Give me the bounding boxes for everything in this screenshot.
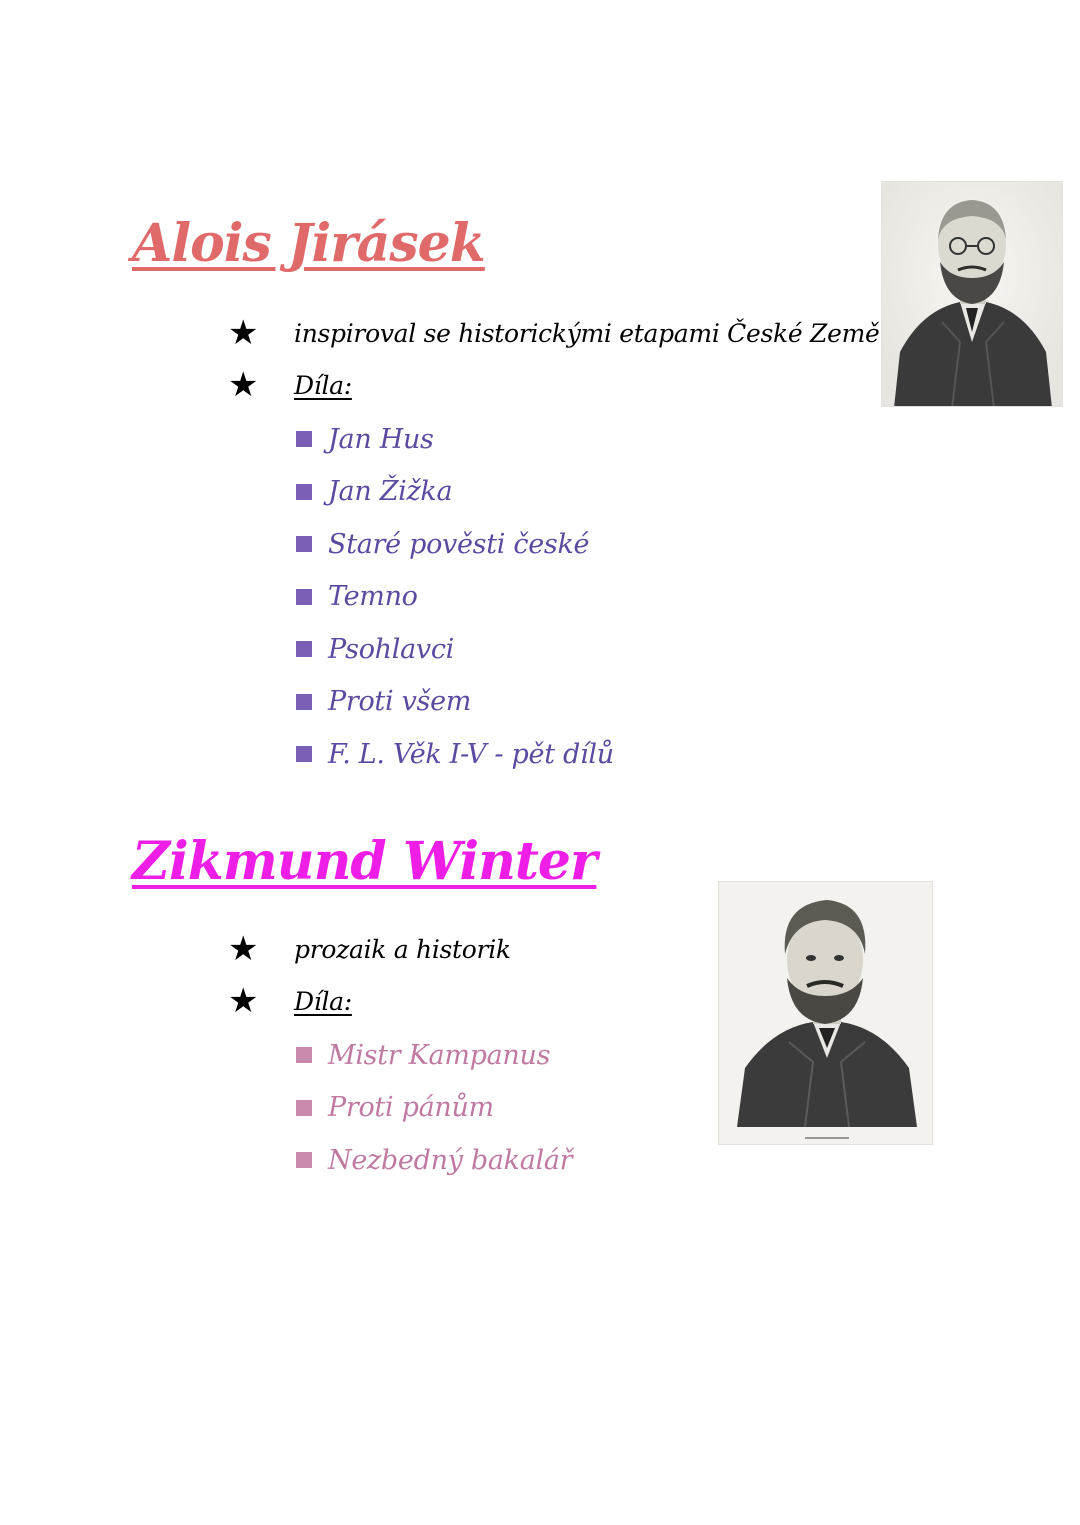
- fact-row: [228, 929, 511, 969]
- list-item: [296, 1134, 572, 1187]
- fact-text: inspiroval se historickými etapami České Země: [294, 318, 880, 348]
- list-item: [296, 571, 614, 624]
- square-bullet-icon: [296, 694, 312, 710]
- work-title: Mistr Kampanus: [328, 1039, 551, 1071]
- work-title: F. L. Věk I-V - pět dílů: [328, 738, 614, 770]
- list-item: [296, 728, 614, 781]
- square-bullet-icon: [296, 1100, 312, 1116]
- square-bullet-icon: [296, 536, 312, 552]
- portrait-engraving-icon: [882, 182, 1063, 407]
- work-title: Jan Hus: [328, 423, 434, 455]
- square-bullet-icon: [296, 1047, 312, 1063]
- section-title-winter: Zikmund Winter: [132, 831, 597, 892]
- portrait-engraving-icon: [719, 882, 933, 1145]
- works-heading: Díla:: [294, 370, 352, 400]
- square-bullet-icon: [296, 589, 312, 605]
- works-heading: Díla:: [294, 986, 352, 1016]
- list-item: [296, 413, 614, 466]
- star-icon: ★: [228, 929, 259, 969]
- square-bullet-icon: [296, 431, 312, 447]
- work-title: Temno: [328, 581, 418, 613]
- work-title: Psohlavci: [328, 633, 454, 665]
- list-item: [296, 518, 614, 571]
- square-bullet-icon: [296, 1152, 312, 1168]
- list-item: [296, 623, 614, 676]
- work-title: Proti všem: [328, 686, 472, 718]
- star-icon: ★: [228, 981, 259, 1021]
- works-list-winter: [296, 1029, 572, 1187]
- section-title-jirasek: Alois Jirásek: [132, 213, 485, 274]
- work-title: Nezbedný bakalář: [328, 1144, 573, 1176]
- work-title: Proti pánům: [328, 1092, 494, 1124]
- portrait-jirasek: [881, 181, 1063, 407]
- portrait-winter: [718, 881, 933, 1145]
- works-heading-row: [228, 365, 352, 405]
- square-bullet-icon: [296, 641, 312, 657]
- star-icon: ★: [228, 365, 259, 405]
- fact-row: [228, 313, 879, 353]
- work-title: Jan Žižka: [328, 476, 453, 508]
- work-title: Staré pověsti české: [328, 528, 590, 560]
- square-bullet-icon: [296, 746, 312, 762]
- star-icon: ★: [228, 313, 259, 353]
- fact-text: prozaik a historik: [294, 934, 511, 964]
- square-bullet-icon: [296, 484, 312, 500]
- list-item: [296, 676, 614, 729]
- works-heading-row: [228, 981, 352, 1021]
- list-item: [296, 466, 614, 519]
- list-item: [296, 1029, 572, 1082]
- works-list-jirasek: [296, 413, 614, 781]
- list-item: [296, 1082, 572, 1135]
